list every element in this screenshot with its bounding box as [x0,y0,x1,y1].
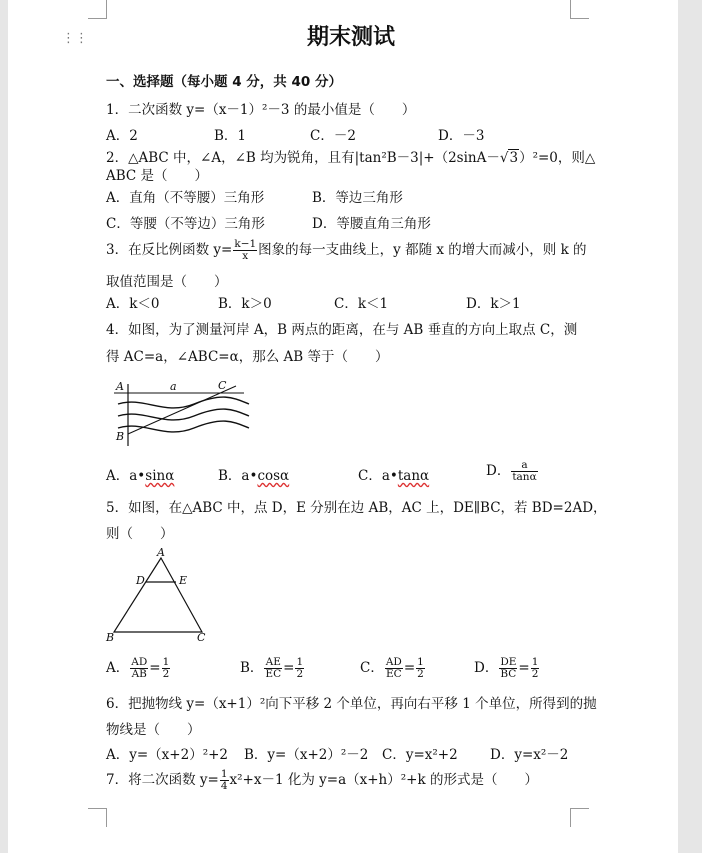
q1-option-c[interactable]: C．－2 [310,128,356,144]
q1-option-a[interactable]: A．2 [106,128,138,144]
q4-option-a[interactable]: A．a•sinα [106,468,175,484]
q5-label-e: E [179,574,188,587]
page-title: 期末测试 [306,25,395,50]
q2-stem-line1: 2．△ABC 中，∠A，∠B 均为锐角，且有|tan²B－3|+（2sinA－√3）²=0，则△ [106,150,596,166]
q4-wave-3 [118,421,249,432]
q5-stem-line1: 5．如图，在△ABC 中，点 D，E 分别在边 AB，AC 上，DE∥BC，若 BD=2AD， [106,500,607,516]
q1-option-d[interactable]: D．－3 [438,128,485,144]
q5-label-d: D [136,574,145,587]
q4-stem-line2: 得 AC=a，∠ABC=α，那么 AB 等于（ ） [106,349,389,365]
q5-label-a: A [157,546,165,559]
q6-option-b[interactable]: B．y=（x+2）²－2 [244,747,369,763]
q2-option-b[interactable]: B．等边三角形 [312,190,403,206]
q5-option-c[interactable]: C． $\frac{AD}{EC}$ = $\frac{1}{2}$ [360,656,424,680]
q7-stem: 7．将二次函数 y= $\frac{1}{4}$ x²+x－1 化为 y=a（x+h）²+k 的形式是（ ） [106,768,538,792]
q2-stem-line2: ABC 是（ ） [106,168,209,184]
q3-stem-line2: 取值范围是（ ） [106,274,228,290]
q5-option-b[interactable]: B． $\frac{AE}{EC}$ = $\frac{1}{2}$ [240,656,304,680]
q4-label-a: A [116,380,124,393]
q2-option-d[interactable]: D．等腰直角三角形 [312,216,431,232]
q2-option-a[interactable]: A．直角（不等腰）三角形 [106,190,265,206]
q3-option-d[interactable]: D．k＞1 [466,296,521,312]
q1-stem: 1．二次函数 y=（x－1）²－3 的最小值是（ ） [106,102,416,118]
q2-option-c[interactable]: C．等腰（不等边）三角形 [106,216,265,232]
q5-option-d[interactable]: D． $\frac{DE}{BC}$ = $\frac{1}{2}$ [474,656,539,680]
q3-stem-line1: 3．在反比例函数 y= $\frac{k-1}{x}$ 图象的每一支曲线上，y 都随 x 的增大而减小，则 k 的 [106,238,587,262]
q4-option-b[interactable]: B．a•cosα [218,468,290,484]
q5-stem-line2: 则（ ） [106,526,174,542]
crop-mark-bottom-left [88,808,107,827]
crop-mark-bottom-right [570,808,589,827]
q6-option-a[interactable]: A．y=（x+2）²+2 [106,747,229,763]
q4-wave-1 [118,397,249,408]
q2-sqrt-value: 3 [509,150,519,166]
q4-label-b: B [116,430,125,443]
q6-option-c[interactable]: C．y=x²+2 [382,747,458,763]
section-heading: 一、选择题（每小题 4 分，共 40 分） [106,74,342,90]
q4-stem-line1: 4．如图，为了测量河岸 A，B 两点的距离，在与 AB 垂直的方向上取点 C，测 [106,322,578,338]
q3-fraction: $\frac{k-1}{x}$ [234,238,257,262]
crop-mark-top-left [88,0,107,19]
q5-option-a[interactable]: A． $\frac{AD}{AB}$ = $\frac{1}{2}$ [106,656,170,680]
q1-option-b[interactable]: B．1 [214,128,247,144]
q7-fraction: $\frac{1}{4}$ [220,768,228,792]
q4-river-figure [104,374,254,454]
q4-option-d[interactable]: D． $\frac{a}{\tan\alpha}$ [486,459,537,483]
q5-label-c: C [197,631,206,644]
q3-option-a[interactable]: A．k＜0 [106,296,160,312]
q6-option-d[interactable]: D．y=x²－2 [490,747,569,763]
q4-wave-2 [118,409,249,420]
q3-option-b[interactable]: B．k＞0 [218,296,272,312]
q4-label-c: C [218,379,227,392]
q3-option-c[interactable]: C．k＜1 [334,296,389,312]
q6-stem-line2: 物线是（ ） [106,722,201,738]
crop-mark-top-right [570,0,589,19]
q5-triangle-abc [114,558,202,632]
drag-handle-icon[interactable]: ⋮⋮ [62,31,88,46]
q5-label-b: B [106,631,115,644]
q5-triangle-figure [104,546,216,644]
q4-option-c[interactable]: C．a•tanα [358,468,430,484]
q4-label-a-length: a [170,380,177,393]
q6-stem-line1: 6．把抛物线 y=（x+1）²向下平移 2 个单位，再向右平移 1 个单位，所得到的抛 [106,696,597,712]
